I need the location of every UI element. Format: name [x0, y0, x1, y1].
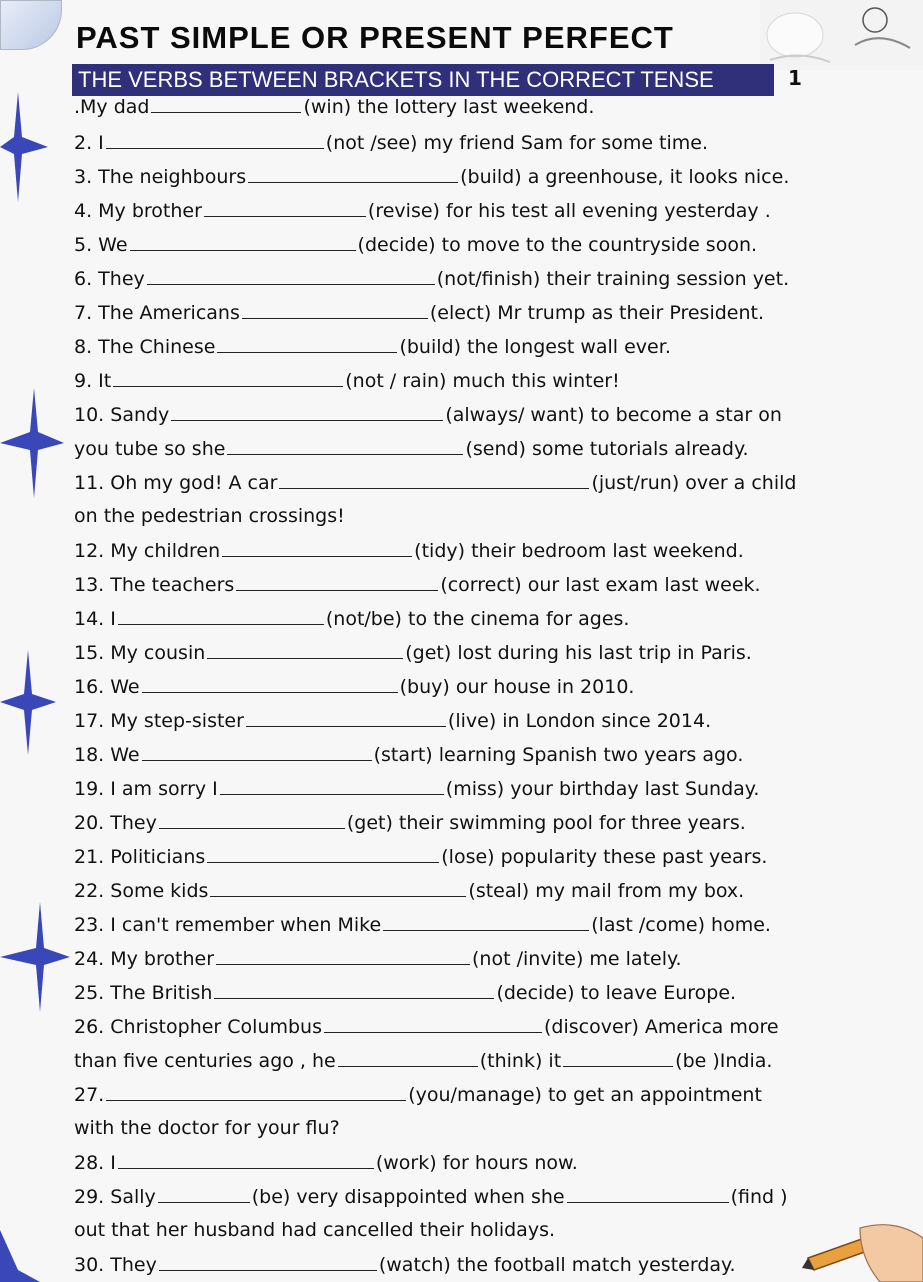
answer-blank[interactable] [214, 978, 494, 999]
answer-blank[interactable] [236, 570, 438, 591]
answer-blank[interactable] [563, 1046, 673, 1067]
answer-blank[interactable] [113, 366, 343, 387]
exercise-line: 8. The Chinese (build) the longest wall ever. [74, 332, 671, 360]
exercise-line: 23. I can't remember when Mike (last /come) home. [74, 910, 771, 938]
exercise-line: 26. Christopher Columbus (discover) America more [74, 1012, 779, 1040]
answer-blank[interactable] [567, 1182, 729, 1203]
cartoon-corner-icon [760, 0, 923, 70]
exercise-line: with the doctor for your flu? [74, 1117, 340, 1139]
exercise-number: 1 [788, 66, 802, 90]
exercise-line: than five centuries ago , he (think) it (be )India. [74, 1046, 772, 1074]
blue-star-icon [0, 1230, 60, 1282]
answer-blank[interactable] [158, 1182, 250, 1203]
exercise-line: 5. We (decide) to move to the countryside soon. [74, 230, 757, 258]
exercise-line: 6. They (not/finish) their training session yet. [74, 264, 789, 292]
answer-blank[interactable] [204, 196, 366, 217]
exercise-line: 17. My step-sister (live) in London since 2014. [74, 706, 711, 734]
answer-blank[interactable] [217, 332, 397, 353]
exercise-line: .My dad (win) the lottery last weekend. [74, 92, 594, 120]
exercise-line: 25. The British (decide) to leave Europe. [74, 978, 736, 1006]
answer-blank[interactable] [118, 604, 324, 625]
exercise-line: 2. I (not /see) my friend Sam for some time. [74, 128, 708, 156]
answer-blank[interactable] [106, 1080, 406, 1101]
blue-star-icon [0, 92, 48, 202]
corner-bubble-decoration [0, 0, 62, 50]
exercise-line: 14. I (not/be) to the cinema for ages. [74, 604, 629, 632]
exercise-line: 22. Some kids (steal) my mail from my box. [74, 876, 744, 904]
blue-star-icon [0, 902, 70, 1012]
exercise-line: 18. We (start) learning Spanish two years ago. [74, 740, 743, 768]
answer-blank[interactable] [248, 162, 458, 183]
exercise-line: 19. I am sorry I (miss) your birthday last Sunday. [74, 774, 759, 802]
answer-blank[interactable] [147, 264, 435, 285]
answer-blank[interactable] [383, 910, 589, 931]
answer-blank[interactable] [338, 1046, 478, 1067]
exercise-line: out that her husband had cancelled their holidays. [74, 1219, 556, 1241]
answer-blank[interactable] [159, 808, 345, 829]
answer-blank[interactable] [159, 1250, 377, 1271]
exercise-line: you tube so she (send) some tutorials already. [74, 434, 749, 462]
answer-blank[interactable] [151, 92, 301, 113]
exercise-line: 3. The neighbours (build) a greenhouse, it looks nice. [74, 162, 789, 190]
exercise-line: 13. The teachers (correct) our last exam last week. [74, 570, 761, 598]
exercise-line: 7. The Americans (elect) Mr trump as their President. [74, 298, 764, 326]
answer-blank[interactable] [118, 1148, 374, 1169]
answer-blank[interactable] [216, 944, 470, 965]
exercise-line: 30. They (watch) the football match yesterday. [74, 1250, 736, 1278]
answer-blank[interactable] [207, 638, 403, 659]
exercise-line: 4. My brother (revise) for his test all evening yesterday . [74, 196, 771, 224]
page-title: PAST SIMPLE OR PRESENT PERFECT [76, 20, 674, 55]
exercise-line: 11. Oh my god! A car (just/run) over a child [74, 468, 796, 496]
exercise-line: 12. My children (tidy) their bedroom last weekend. [74, 536, 744, 564]
answer-blank[interactable] [242, 298, 428, 319]
answer-blank[interactable] [106, 128, 324, 149]
exercise-line: 20. They (get) their swimming pool for three years. [74, 808, 746, 836]
hand-with-pencil-icon [800, 1218, 923, 1282]
answer-blank[interactable] [142, 740, 372, 761]
blue-star-icon [0, 388, 64, 498]
exercise-line: 28. I (work) for hours now. [74, 1148, 578, 1176]
exercise-line: 24. My brother (not /invite) me lately. [74, 944, 682, 972]
answer-blank[interactable] [227, 434, 463, 455]
exercise-line: 29. Sally (be) very disappointed when she (find ) [74, 1182, 788, 1210]
exercise-line: 21. Politicians (lose) popularity these past years. [74, 842, 767, 870]
blue-star-icon [0, 650, 56, 755]
exercise-line: 16. We (buy) our house in 2010. [74, 672, 634, 700]
answer-blank[interactable] [279, 468, 589, 489]
exercise-line: 9. It (not / rain) much this winter! [74, 366, 620, 394]
answer-blank[interactable] [222, 536, 412, 557]
answer-blank[interactable] [220, 774, 444, 795]
answer-blank[interactable] [171, 400, 443, 421]
answer-blank[interactable] [246, 706, 446, 727]
answer-blank[interactable] [324, 1012, 542, 1033]
answer-blank[interactable] [130, 230, 356, 251]
answer-blank[interactable] [142, 672, 398, 693]
answer-blank[interactable] [207, 842, 439, 863]
exercise-line: 15. My cousin (get) lost during his last trip in Paris. [74, 638, 752, 666]
exercise-line: on the pedestrian crossings! [74, 505, 345, 527]
exercise-line: 10. Sandy (always/ want) to become a star on [74, 400, 782, 428]
exercise-line: 27. (you/manage) to get an appointment [74, 1080, 762, 1108]
answer-blank[interactable] [210, 876, 466, 897]
instruction-text: THE VERBS BETWEEN BRACKETS IN THE CORRECT TENSE [78, 67, 714, 92]
